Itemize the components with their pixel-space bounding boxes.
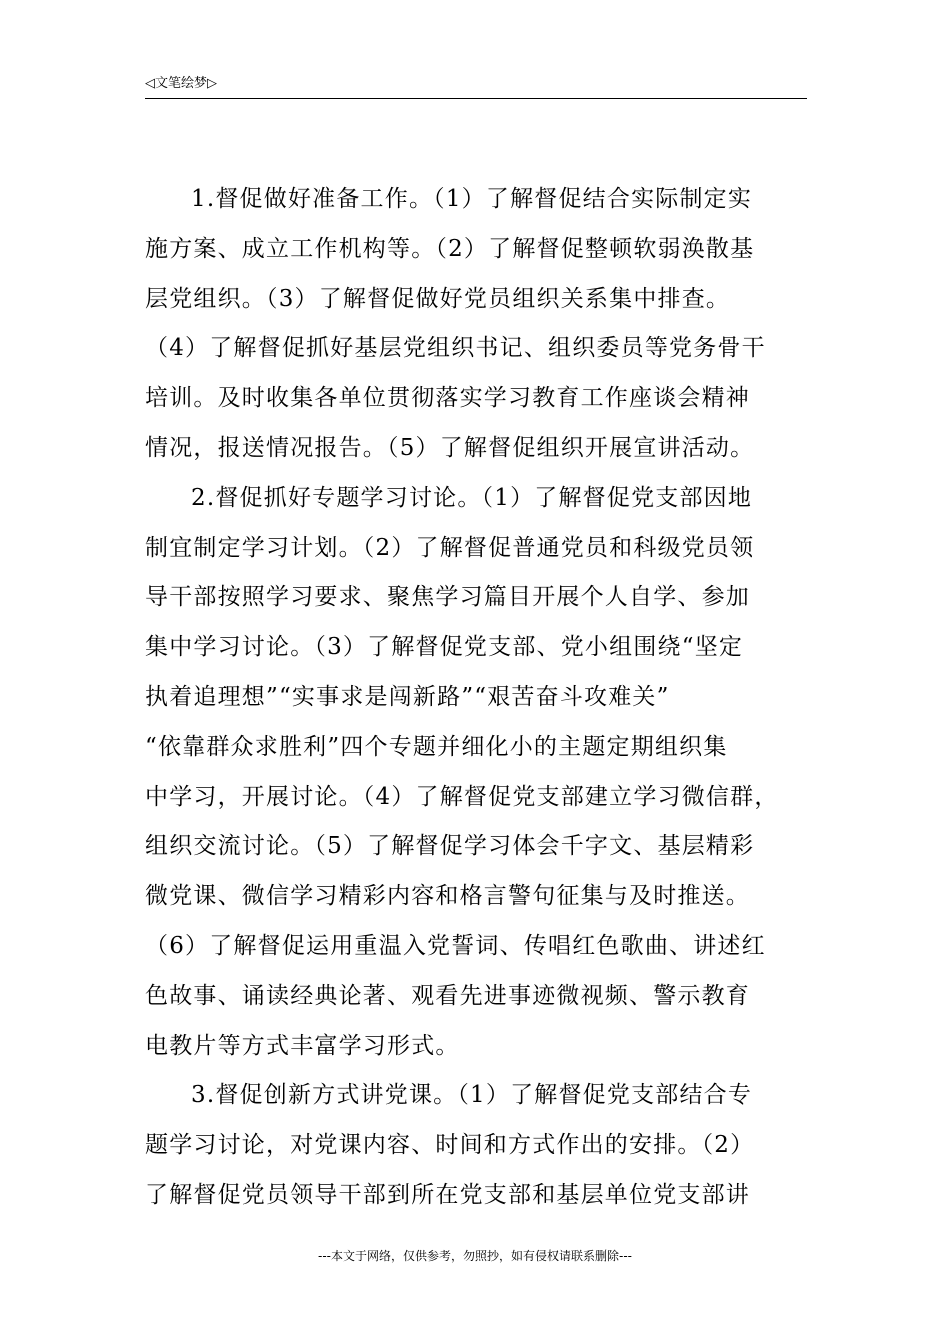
paragraph-1-line-2: 施方案、成立工作机构等。（2）了解督促整顿软弱涣散基	[145, 235, 755, 262]
header-title: ◁文笔绘梦▷	[145, 76, 217, 91]
paragraph-2-line-10: （6）了解督促运用重温入党誓词、传唱红色歌曲、讲述红	[145, 932, 766, 959]
paragraph-1-line-6: 情况，报送情况报告。（5）了解督促组织开展宣讲活动。	[145, 434, 755, 461]
paragraph-3-line-1: 3.督促创新方式讲党课。（1）了解督促党支部结合专	[191, 1082, 753, 1109]
page-header	[145, 72, 807, 99]
paragraph-1-line-4: （4）了解督促抓好基层党组织书记、组织委员等党务骨干	[145, 335, 766, 362]
paragraph-2-line-8: 组织交流讨论。（5）了解督促学习体会千字文、基层精彩	[145, 833, 755, 860]
paragraph-1-line-1: 1.督促做好准备工作。（1）了解督促结合实际制定实	[191, 186, 753, 212]
paragraph-2-line-11: 色故事、诵读经典论著、观看先进事迹微视频、警示教育	[145, 982, 750, 1009]
document-body	[145, 175, 807, 1221]
paragraph-2-line-3: 导干部按照学习要求、聚焦学习篇目开展个人自学、参加	[145, 584, 750, 611]
paragraph-2-line-4: 集中学习讨论。（3）了解督促党支部、党小组围绕“坚定	[145, 634, 744, 661]
paragraph-1-line-3: 层党组织。（3）了解督促做好党员组织关系集中排查。	[145, 285, 731, 312]
paragraph-2-line-6: “依靠群众求胜利”四个专题并细化小的主题定期组织集	[145, 733, 728, 760]
paragraph-2-line-7: 中学习，开展讨论。（4）了解督促党支部建立学习微信群，	[145, 783, 779, 810]
paragraph-2-line-9: 微党课、微信学习精彩内容和格言警句征集与及时推送。	[145, 883, 750, 910]
paragraph-2-line-12: 电教片等方式丰富学习形式。	[145, 1032, 460, 1059]
paragraph-2-line-1: 2.督促抓好专题学习讨论。（1）了解督促党支部因地	[191, 484, 753, 511]
paragraph-2-line-2: 制宜制定学习计划。（2）了解督促普通党员和科级党员领	[145, 534, 755, 561]
paragraph-3-line-3: 了解督促党员领导干部到所在党支部和基层单位党支部讲	[145, 1181, 750, 1208]
paragraph-1-line-5: 培训。及时收集各单位贯彻落实学习教育工作座谈会精神	[145, 385, 750, 412]
paragraph-3-line-2: 题学习讨论，对党课内容、时间和方式作出的安排。（2）	[145, 1132, 755, 1159]
page-footer: ---本文于网络，仅供参考，勿照抄，如有侵权请联系删除---	[318, 1249, 632, 1263]
paragraph-2-line-5: 执着追理想”“实事求是闯新路”“艰苦奋斗攻难关”	[145, 683, 670, 710]
